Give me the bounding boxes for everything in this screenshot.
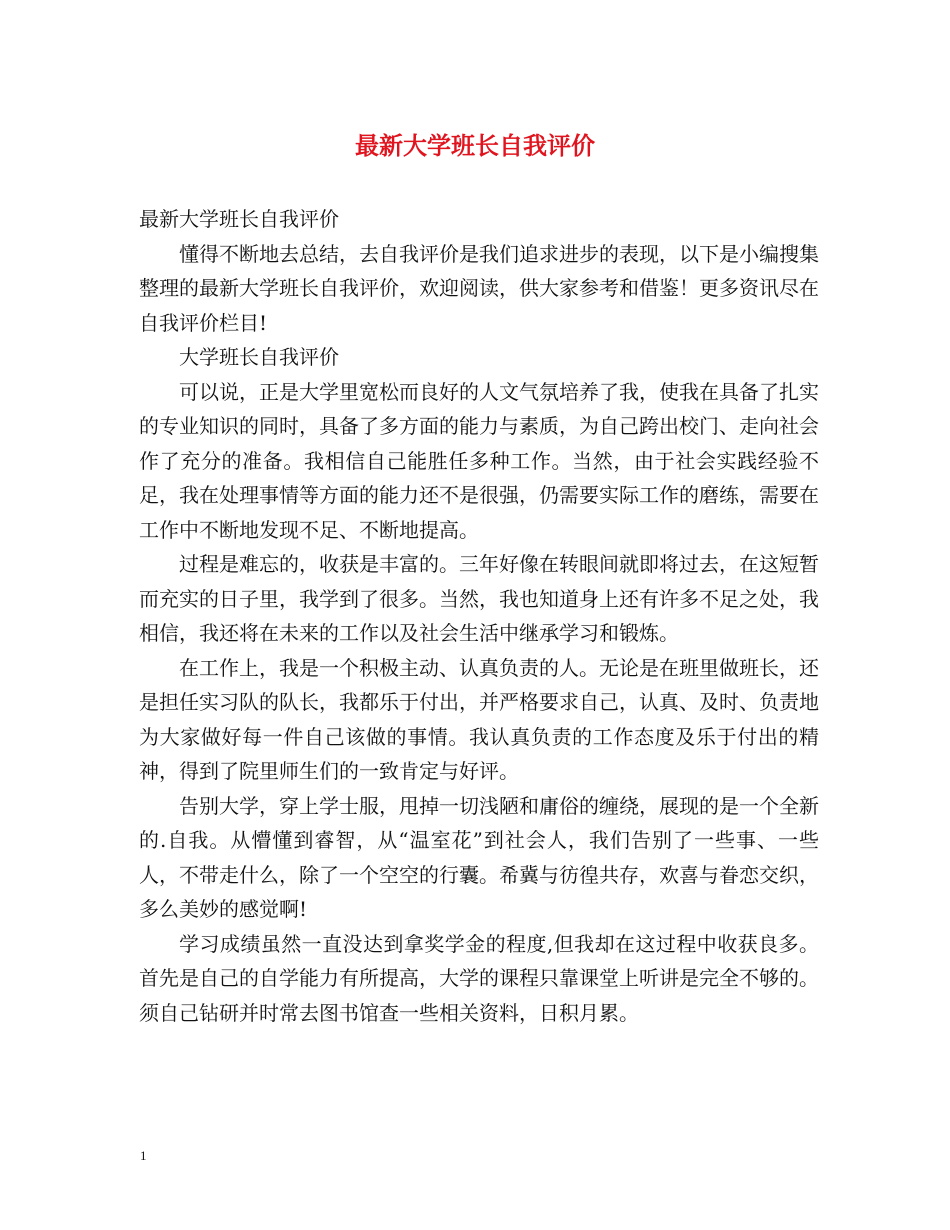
document-body [139,202,819,1030]
page-number: 1 [140,1148,147,1163]
paragraph-5: 学习成绩虽然一直没达到拿奖学金的程度,但我却在这过程中收获良多。首先是自己的自学能力有所提高，大学的课程只靠课堂上听讲是完全不够的。须自己钻研并时常去图书馆查一些相关资料，日积月累。 [139,931,819,1025]
paragraph-4: 告别大学，穿上学士服，甩掉一切浅陋和庸俗的缠绕，展现的是一个全新的.自我。从懵懂到睿智，从“温室花”到社会人，我们告别了一些事、一些人，不带走什么，除了一个空空的行囊。希冀与彷徨共存，欢喜与眷恋交织，多么美妙的感觉啊! [139,793,819,921]
document-title: 最新大学班长自我评价 [355,131,595,160]
section-heading: 最新大学班长自我评价 [139,207,339,231]
paragraph-intro: 懂得不断地去总结，去自我评价是我们追求进步的表现，以下是小编搜集整理的最新大学班长自我评价，欢迎阅读，供大家参考和借鉴！更多资讯尽在自我评价栏目! [139,241,819,335]
paragraph-2: 过程是难忘的，收获是丰富的。三年好像在转眼间就即将过去，在这短暂而充实的日子里，我学到了很多。当然，我也知道身上还有许多不足之处，我相信，我还将在未来的工作以及社会生活中继承学习和锻炼。 [139,552,819,645]
paragraph-1: 可以说，正是大学里宽松而良好的人文气氛培养了我，使我在具备了扎实的专业知识的同时，具备了多方面的能力与素质，为自己跨出校门、走向社会作了充分的准备。我相信自己能胜任多种工作。当然，由于社会实践经验不足，我在处理事情等方面的能力还不是很强，仍需要实际工作的磨练，需要在工作中不断地发现不足、不断地提高。 [139,379,819,542]
paragraph-subheading: 大学班长自我评价 [179,345,339,369]
paragraph-3: 在工作上，我是一个积极主动、认真负责的人。无论是在班里做班长，还是担任实习队的队长，我都乐于付出，并严格要求自己，认真、及时、负责地为大家做好每一件自己该做的事情。我认真负责的工作态度及乐于付出的精神，得到了院里师生们的一致肯定与好评。 [139,655,819,783]
